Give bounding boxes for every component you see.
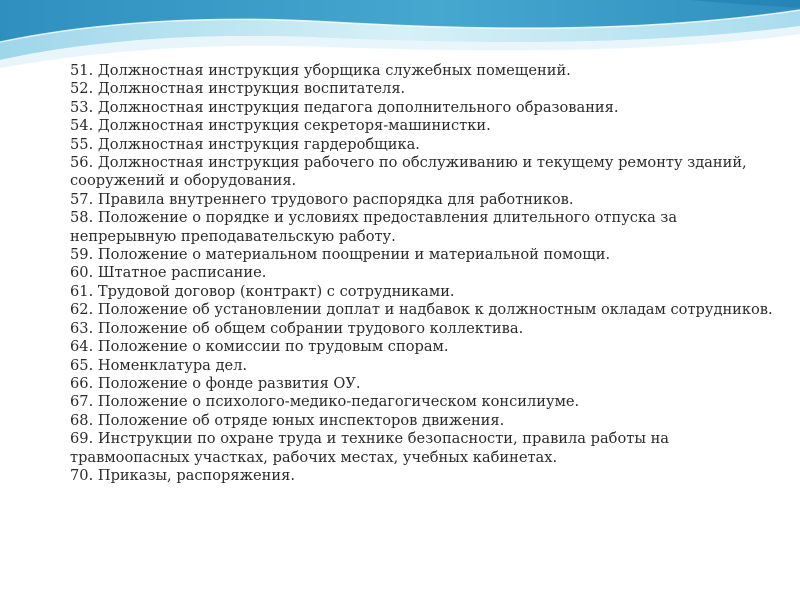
list-item: 57. Правила внутреннего трудового распорядка для работников. — [70, 190, 574, 208]
list-item: 66. Положение о фонде развития ОУ. — [70, 374, 361, 392]
list-item: 53. Должностная инструкция педагога дополнительного образования. — [70, 98, 619, 116]
document-list — [70, 62, 785, 485]
list-item: 59. Положение о материальном поощрении и материальной помощи. — [70, 246, 611, 264]
list-item: 60. Штатное расписание. — [70, 264, 267, 282]
list-item: 58. Положение о порядке и условиях предоставления длительного отпуска за непрерывную преподавательскую работу. — [70, 209, 678, 245]
list-item: 68. Положение об отряде юных инспекторов движения. — [70, 411, 505, 429]
list-item: 55. Должностная инструкция гардеробщика. — [70, 135, 420, 153]
list-item: 63. Положение об общем собрании трудового коллектива. — [70, 319, 524, 337]
list-item: 70. Приказы, распоряжения. — [70, 466, 295, 484]
list-item: 62. Положение об установлении доплат и надбавок к должностным окладам сотрудников. — [70, 301, 773, 319]
header-wave-decoration — [0, 0, 800, 70]
list-item: 54. Должностная инструкция секреторя-машинистки. — [70, 117, 491, 135]
list-item: 65. Номенклатура дел. — [70, 356, 248, 374]
list-item: 69. Инструкции по охране труда и технике безопасности, правила работы на травмоопасных участках, рабочих местах, учебных кабинетах. — [70, 430, 669, 466]
list-item: 51. Должностная инструкция уборщика служебных помещений. — [70, 62, 571, 79]
list-item: 56. Должностная инструкция рабочего по обслуживанию и текущему ремонту зданий, сооружений и оборудования. — [70, 154, 747, 190]
list-item: 61. Трудовой договор (контракт) с сотрудниками. — [70, 282, 455, 300]
list-item: 52. Должностная инструкция воспитателя. — [70, 80, 406, 98]
list-item: 64. Положение о комиссии по трудовым спорам. — [70, 338, 449, 356]
list-item: 67. Положение о психолого-медико-педагогическом консилиуме. — [70, 393, 580, 411]
